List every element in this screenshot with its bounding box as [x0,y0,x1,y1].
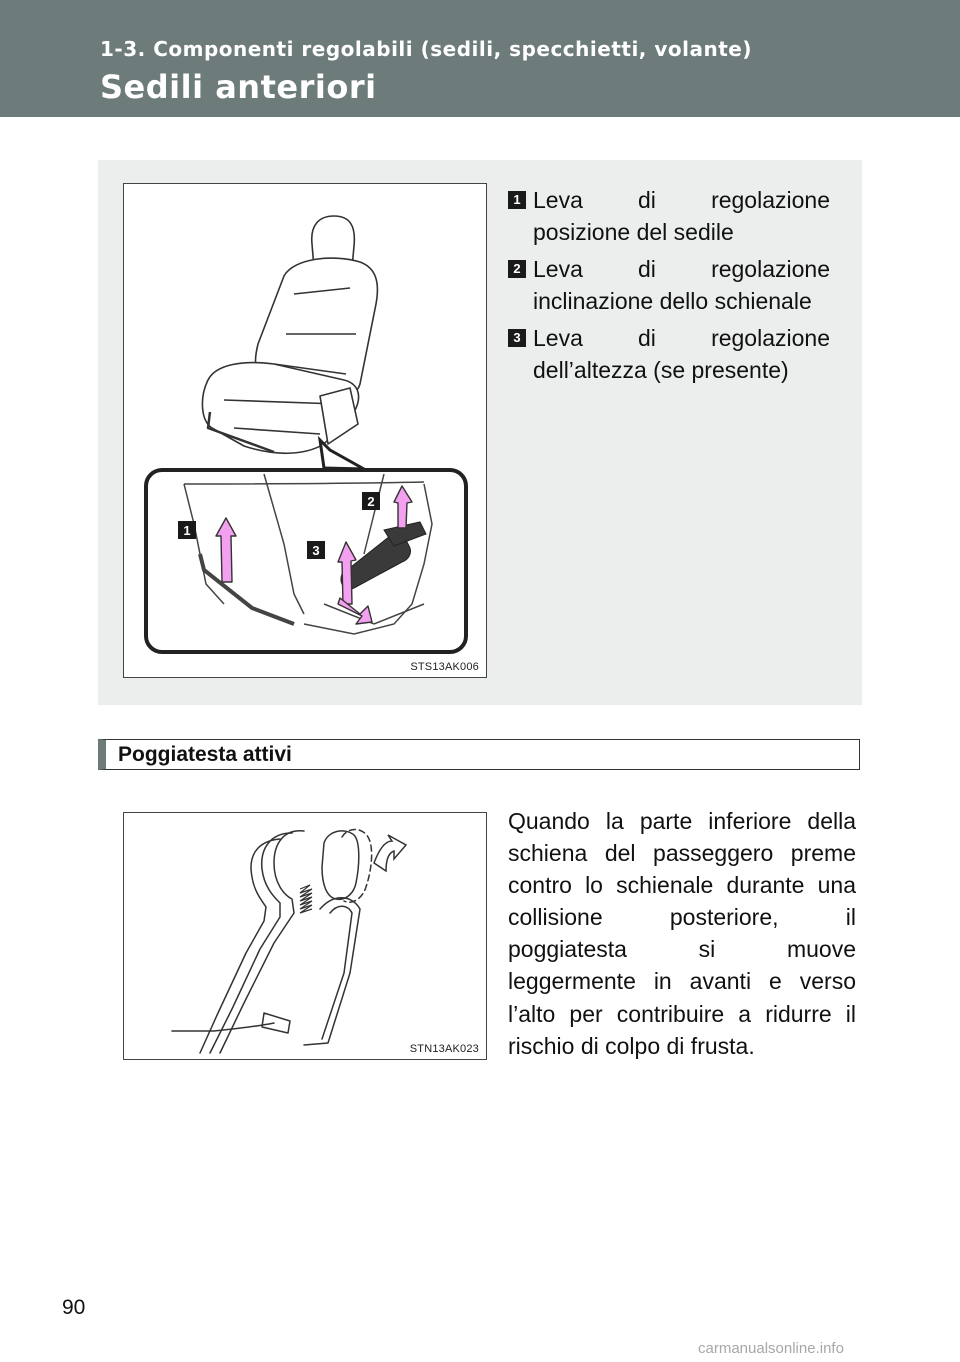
legend-number: 2 [508,260,526,278]
headrest-illustration [124,813,486,1059]
section-heading: 1-3. Componenti regolabili (sedili, specchietti, volante) [100,37,752,61]
page-number: 90 [62,1296,86,1319]
watermark: carmanualsonline.info [698,1340,844,1357]
figure-legend [508,184,830,391]
subsection-paragraph: Quando la parte inferiore della schiena del passeggero preme contro lo schienale durante una collisione posteriore, il poggiatesta si muove leggermente in avanti e verso l’alto per contribuire a ridurre il rischio di colpo di frusta. [508,808,856,1059]
seat-illustration [124,184,486,677]
subsection-title: Poggiatesta attivi [118,743,292,766]
page-title: Sedili anteriori [100,68,377,106]
legend-item-3: 3 Leva di regolazione dell’altezza (se presente) [508,322,830,386]
legend-number: 3 [508,329,526,347]
callout-3: 3 [312,543,320,558]
headrest-figure [123,812,487,1060]
seat-adjustment-figure [123,183,487,678]
figure-code: STN13AK023 [409,1043,479,1055]
legend-number: 1 [508,191,526,209]
subsection-heading [98,739,860,770]
page-header [0,0,960,117]
callout-2: 2 [367,494,375,509]
legend-item-1: 1 Leva di regolazione posizione del sedile [508,184,830,248]
legend-item-2: 2 Leva di regolazione inclinazione dello schienale [508,253,830,317]
figure-code: STS13AK006 [410,661,479,673]
callout-1: 1 [183,523,191,538]
